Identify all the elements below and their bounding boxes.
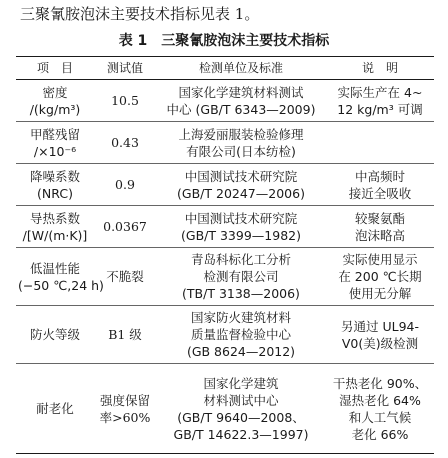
cell-line: 0.43 bbox=[111, 135, 139, 150]
cell-line: 0.9 bbox=[115, 177, 135, 192]
cell-line: 防火等级 bbox=[29, 327, 80, 342]
header-value: 测试值 bbox=[94, 57, 156, 80]
cell-line: 强度保留 bbox=[99, 392, 150, 408]
cell-note bbox=[326, 122, 434, 164]
cell-line: 不脆裂 bbox=[106, 269, 144, 284]
table-row bbox=[16, 80, 434, 122]
cell-line: /(kg/m³) bbox=[29, 101, 81, 117]
cell-line: 较聚氨酯 bbox=[354, 210, 405, 226]
cell-line: V0(美)级检测 bbox=[341, 335, 419, 351]
cell-line: 泡沫略高 bbox=[354, 227, 405, 243]
cell-line: 密度 bbox=[42, 84, 68, 100]
table-row bbox=[16, 122, 434, 164]
table-header-row bbox=[16, 57, 434, 80]
cell-value bbox=[94, 306, 156, 364]
cell-line: 青岛科标化工分析 bbox=[190, 252, 291, 267]
cell-item bbox=[16, 206, 94, 248]
cell-line: B1 级 bbox=[108, 327, 142, 342]
cell-line: (GB 8624—2012) bbox=[186, 344, 296, 359]
header-note: 说 明 bbox=[326, 57, 434, 80]
cell-note bbox=[326, 248, 434, 306]
cell-line: 接近全吸收 bbox=[348, 185, 412, 201]
cell-line: 率>60% bbox=[99, 409, 151, 425]
cell-line: (NRC) bbox=[37, 185, 73, 201]
intro-sentence: 三聚氰胺泡沫主要技术指标见表 1。 bbox=[20, 5, 260, 23]
cell-line: /[W/(m·K)] bbox=[22, 227, 88, 243]
cell-value bbox=[94, 364, 156, 454]
header-item: 项 目 bbox=[16, 57, 94, 80]
cell-line: (TB/T 3138—2006) bbox=[182, 286, 300, 301]
cell-line: 国家防火建筑材料 bbox=[190, 310, 291, 325]
table-row bbox=[16, 306, 434, 364]
cell-value bbox=[94, 206, 156, 248]
table-row bbox=[16, 206, 434, 248]
cell-item bbox=[16, 164, 94, 206]
cell-line: 耐老化 bbox=[36, 401, 74, 416]
cell-line: 质量监督检验中心 bbox=[190, 327, 291, 342]
cell-line: 另通过 UL94- bbox=[340, 318, 419, 334]
cell-line: 中国测试技术研究院 bbox=[184, 168, 298, 184]
cell-line: 降噪系数 bbox=[29, 168, 80, 184]
cell-line: 中心 (GB/T 6343—2009) bbox=[166, 101, 316, 117]
cell-line: 10.5 bbox=[111, 93, 139, 108]
cell-item bbox=[16, 248, 104, 306]
cell-line: 有限公司(日本纺检) bbox=[186, 143, 296, 159]
cell-line: (−50 ℃,24 h) bbox=[18, 277, 104, 293]
cell-line: 0.0367 bbox=[103, 219, 147, 234]
cell-line: 甲醛残留 bbox=[29, 126, 80, 142]
cell-line: GB/T 14622.3—1997) bbox=[173, 426, 309, 442]
cell-value bbox=[94, 122, 156, 164]
cell-line: 老化 66% bbox=[351, 426, 409, 442]
cell-org bbox=[156, 164, 326, 206]
cell-line: 中高频时 bbox=[354, 168, 405, 184]
cell-line: 中国测试技术研究院 bbox=[184, 210, 298, 226]
table-caption: 表 1 三聚氰胺泡沫主要技术指标 bbox=[118, 33, 330, 49]
cell-line: 干热老化 90%、 bbox=[332, 375, 428, 391]
cell-item bbox=[16, 306, 94, 364]
cell-note bbox=[326, 80, 434, 122]
header-org: 检测单位及标准 bbox=[156, 57, 326, 80]
cell-line: 国家化学建筑材料测试 bbox=[178, 84, 304, 100]
cell-value bbox=[94, 164, 156, 206]
cell-line: 检测有限公司 bbox=[203, 269, 279, 284]
cell-line: 上海爱丽服装检验修理 bbox=[178, 126, 304, 142]
cell-value bbox=[94, 80, 156, 122]
cell-org bbox=[156, 122, 326, 164]
cell-line: 和人工气候 bbox=[348, 409, 412, 425]
cell-line: /×10⁻⁶ bbox=[33, 143, 77, 159]
cell-line: 实际生产在 4~ bbox=[337, 84, 423, 100]
cell-note bbox=[326, 164, 434, 206]
cell-org bbox=[156, 80, 326, 122]
cell-line: (GB/T 9640—2008、 bbox=[177, 409, 305, 425]
cell-line: 使用无分解 bbox=[348, 286, 412, 301]
cell-line: 实际使用显示 bbox=[342, 252, 418, 267]
spec-table bbox=[16, 56, 434, 454]
cell-item bbox=[16, 364, 94, 454]
cell-line: (GB/T 20247—2006) bbox=[177, 185, 305, 201]
cell-note bbox=[326, 206, 434, 248]
cell-line: 在 200 ℃长期 bbox=[338, 269, 422, 284]
cell-line: 材料测试中心 bbox=[203, 392, 279, 408]
cell-line: 湿热老化 64% bbox=[339, 392, 421, 408]
cell-value bbox=[94, 248, 156, 306]
table-row bbox=[16, 248, 434, 306]
table-row bbox=[16, 164, 434, 206]
cell-org bbox=[156, 364, 326, 454]
cell-line: (GB/T 3399—1982) bbox=[181, 227, 301, 243]
cell-line: 导热系数 bbox=[29, 210, 80, 226]
cell-item bbox=[16, 80, 94, 122]
table-body bbox=[16, 80, 434, 454]
cell-line: 12 kg/m³ 可调 bbox=[337, 101, 423, 117]
cell-org bbox=[156, 206, 326, 248]
cell-note bbox=[326, 364, 434, 454]
cell-org bbox=[156, 248, 326, 306]
cell-note bbox=[326, 306, 434, 364]
cell-line: 国家化学建筑 bbox=[203, 375, 279, 391]
cell-line: 低温性能 bbox=[29, 260, 80, 276]
cell-item bbox=[16, 122, 94, 164]
cell-org bbox=[156, 306, 326, 364]
table-row bbox=[16, 364, 434, 454]
